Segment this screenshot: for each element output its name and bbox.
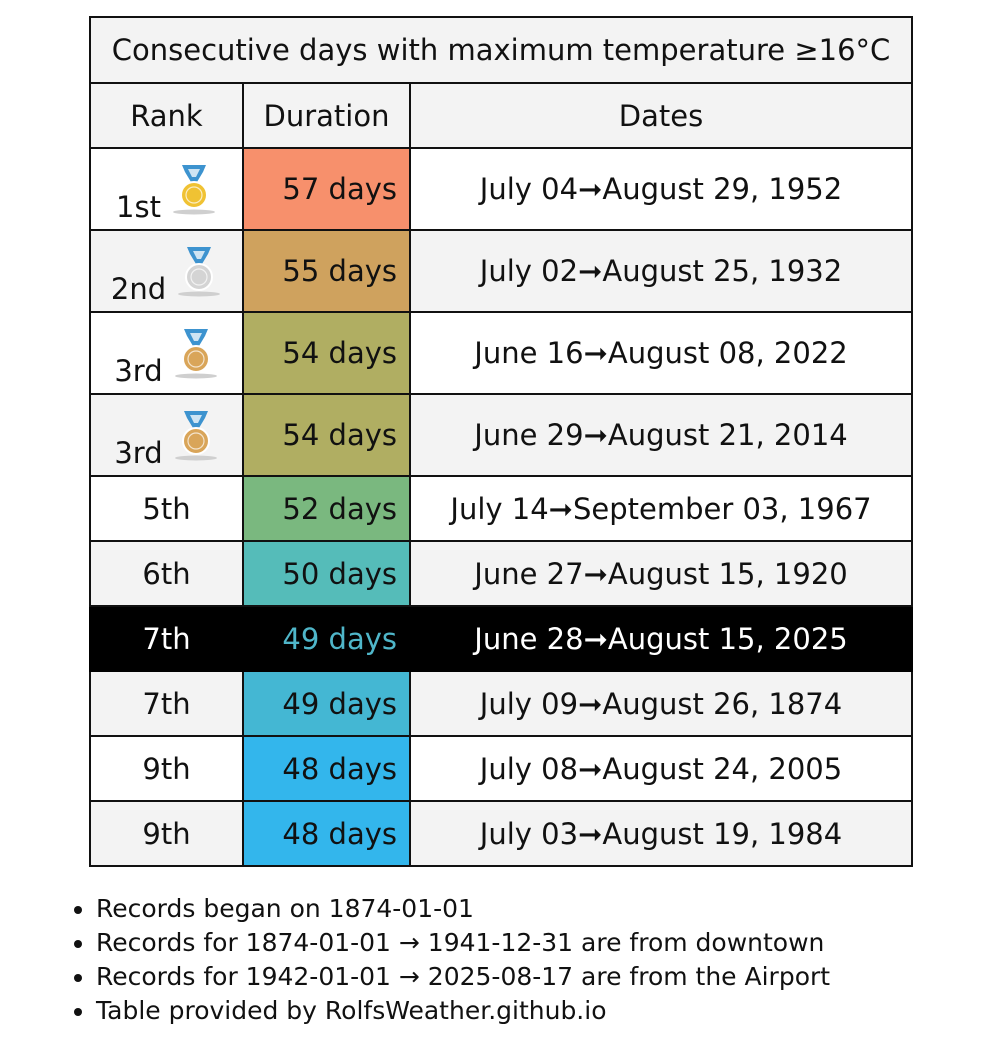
bronze-medal-icon <box>173 326 219 380</box>
note-item: • Table provided by RolfsWeather.github.io <box>96 994 830 1028</box>
table-title: Consecutive days with maximum temperature ≥16°C <box>90 17 912 83</box>
dates-cell: July 04➞August 29, 1952 <box>410 148 912 230</box>
dates-cell: June 27➞August 15, 1920 <box>410 541 912 606</box>
duration-cell: 49 days <box>243 606 410 671</box>
table-row <box>90 671 912 736</box>
duration-cell: 48 days <box>243 736 410 801</box>
dates-header: Dates <box>410 83 912 148</box>
dates-cell: July 08➞August 24, 2005 <box>410 736 912 801</box>
duration-header: Duration <box>243 83 410 148</box>
rank-cell: 9th <box>90 736 243 801</box>
silver-medal-icon <box>176 244 222 298</box>
rank-cell <box>90 148 243 230</box>
note-item: • Records for 1874-01-01 → 1941-12-31 are from downtown <box>96 926 830 960</box>
rank-cell: 5th <box>90 476 243 541</box>
dates-cell: June 28➞August 15, 2025 <box>410 606 912 671</box>
rank-cell <box>90 312 243 394</box>
rank-label: 3rd <box>114 436 163 470</box>
table-row <box>90 476 912 541</box>
records-table <box>89 16 913 867</box>
dates-cell: July 03➞August 19, 1984 <box>410 801 912 866</box>
table-row <box>90 606 912 671</box>
table-row <box>90 148 912 230</box>
bronze-medal-icon <box>173 408 219 462</box>
gold-medal-icon <box>171 162 217 216</box>
duration-cell: 54 days <box>243 394 410 476</box>
notes-list <box>60 892 830 1028</box>
dates-cell: June 16➞August 08, 2022 <box>410 312 912 394</box>
dates-cell: July 02➞August 25, 1932 <box>410 230 912 312</box>
duration-cell: 54 days <box>243 312 410 394</box>
rank-cell: 6th <box>90 541 243 606</box>
table-row <box>90 801 912 866</box>
dates-cell: June 29➞August 21, 2014 <box>410 394 912 476</box>
rank-cell <box>90 394 243 476</box>
note-item: • Records began on 1874-01-01 <box>96 892 830 926</box>
rank-label: 2nd <box>110 272 167 306</box>
duration-cell: 50 days <box>243 541 410 606</box>
dates-cell: July 14➞September 03, 1967 <box>410 476 912 541</box>
rank-cell: 7th <box>90 671 243 736</box>
rank-label: 3rd <box>114 354 163 388</box>
table-row <box>90 541 912 606</box>
table-row <box>90 312 912 394</box>
table-row <box>90 736 912 801</box>
duration-cell: 55 days <box>243 230 410 312</box>
rank-label: 1st <box>116 190 161 224</box>
dates-cell: July 09➞August 26, 1874 <box>410 671 912 736</box>
rank-header: Rank <box>90 83 243 148</box>
table-body <box>90 148 912 866</box>
duration-cell: 49 days <box>243 671 410 736</box>
rank-cell <box>90 230 243 312</box>
rank-cell: 7th <box>90 606 243 671</box>
table-row <box>90 394 912 476</box>
duration-cell: 57 days <box>243 148 410 230</box>
duration-cell: 48 days <box>243 801 410 866</box>
duration-cell: 52 days <box>243 476 410 541</box>
note-item: • Records for 1942-01-01 → 2025-08-17 are from the Airport <box>96 960 830 994</box>
table-row <box>90 230 912 312</box>
rank-cell: 9th <box>90 801 243 866</box>
